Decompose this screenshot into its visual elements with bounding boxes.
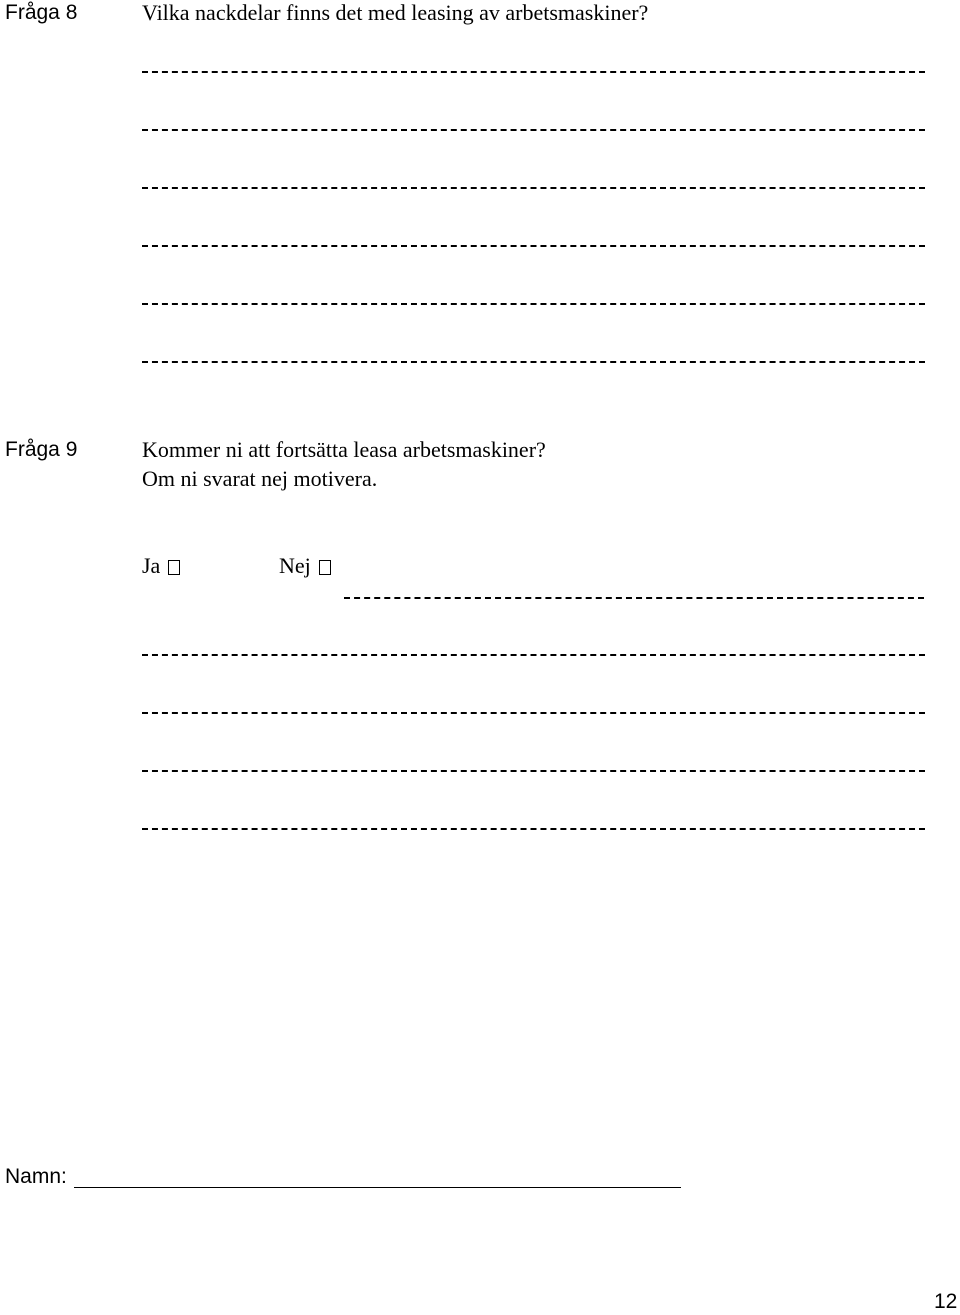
option-yes-label: Ja — [142, 553, 161, 578]
answer-line-q8-3[interactable] — [142, 187, 925, 189]
no-checkbox[interactable] — [319, 560, 331, 575]
option-yes[interactable] — [142, 552, 180, 580]
question-8-text: Vilka nackdelar finns det med leasing av arbetsmaskiner? — [142, 0, 649, 25]
page-number: 12 — [934, 1290, 958, 1313]
question-9-text-line-2: Om ni svarat nej motivera. — [142, 466, 378, 491]
option-no[interactable] — [279, 552, 331, 580]
name-field[interactable] — [74, 1187, 681, 1188]
answer-line-q9-3[interactable] — [142, 712, 925, 714]
answer-line-q8-5[interactable] — [142, 303, 925, 305]
question-9-label: Fråga 9 — [5, 438, 78, 461]
answer-line-q9-1[interactable] — [344, 597, 924, 599]
option-no-label: Nej — [279, 553, 311, 578]
yes-checkbox[interactable] — [168, 560, 180, 575]
question-9-text-line-1: Kommer ni att fortsätta leasa arbetsmaskiner? — [142, 437, 546, 462]
answer-line-q8-1[interactable] — [142, 71, 925, 73]
answer-line-q9-2[interactable] — [142, 654, 925, 656]
name-label: Namn: — [5, 1165, 67, 1188]
answer-line-q8-4[interactable] — [142, 245, 925, 247]
answer-line-q9-4[interactable] — [142, 770, 925, 772]
answer-line-q8-6[interactable] — [142, 361, 925, 363]
question-8-label: Fråga 8 — [5, 1, 78, 24]
answer-line-q9-5[interactable] — [142, 828, 925, 830]
answer-line-q8-2[interactable] — [142, 129, 925, 131]
